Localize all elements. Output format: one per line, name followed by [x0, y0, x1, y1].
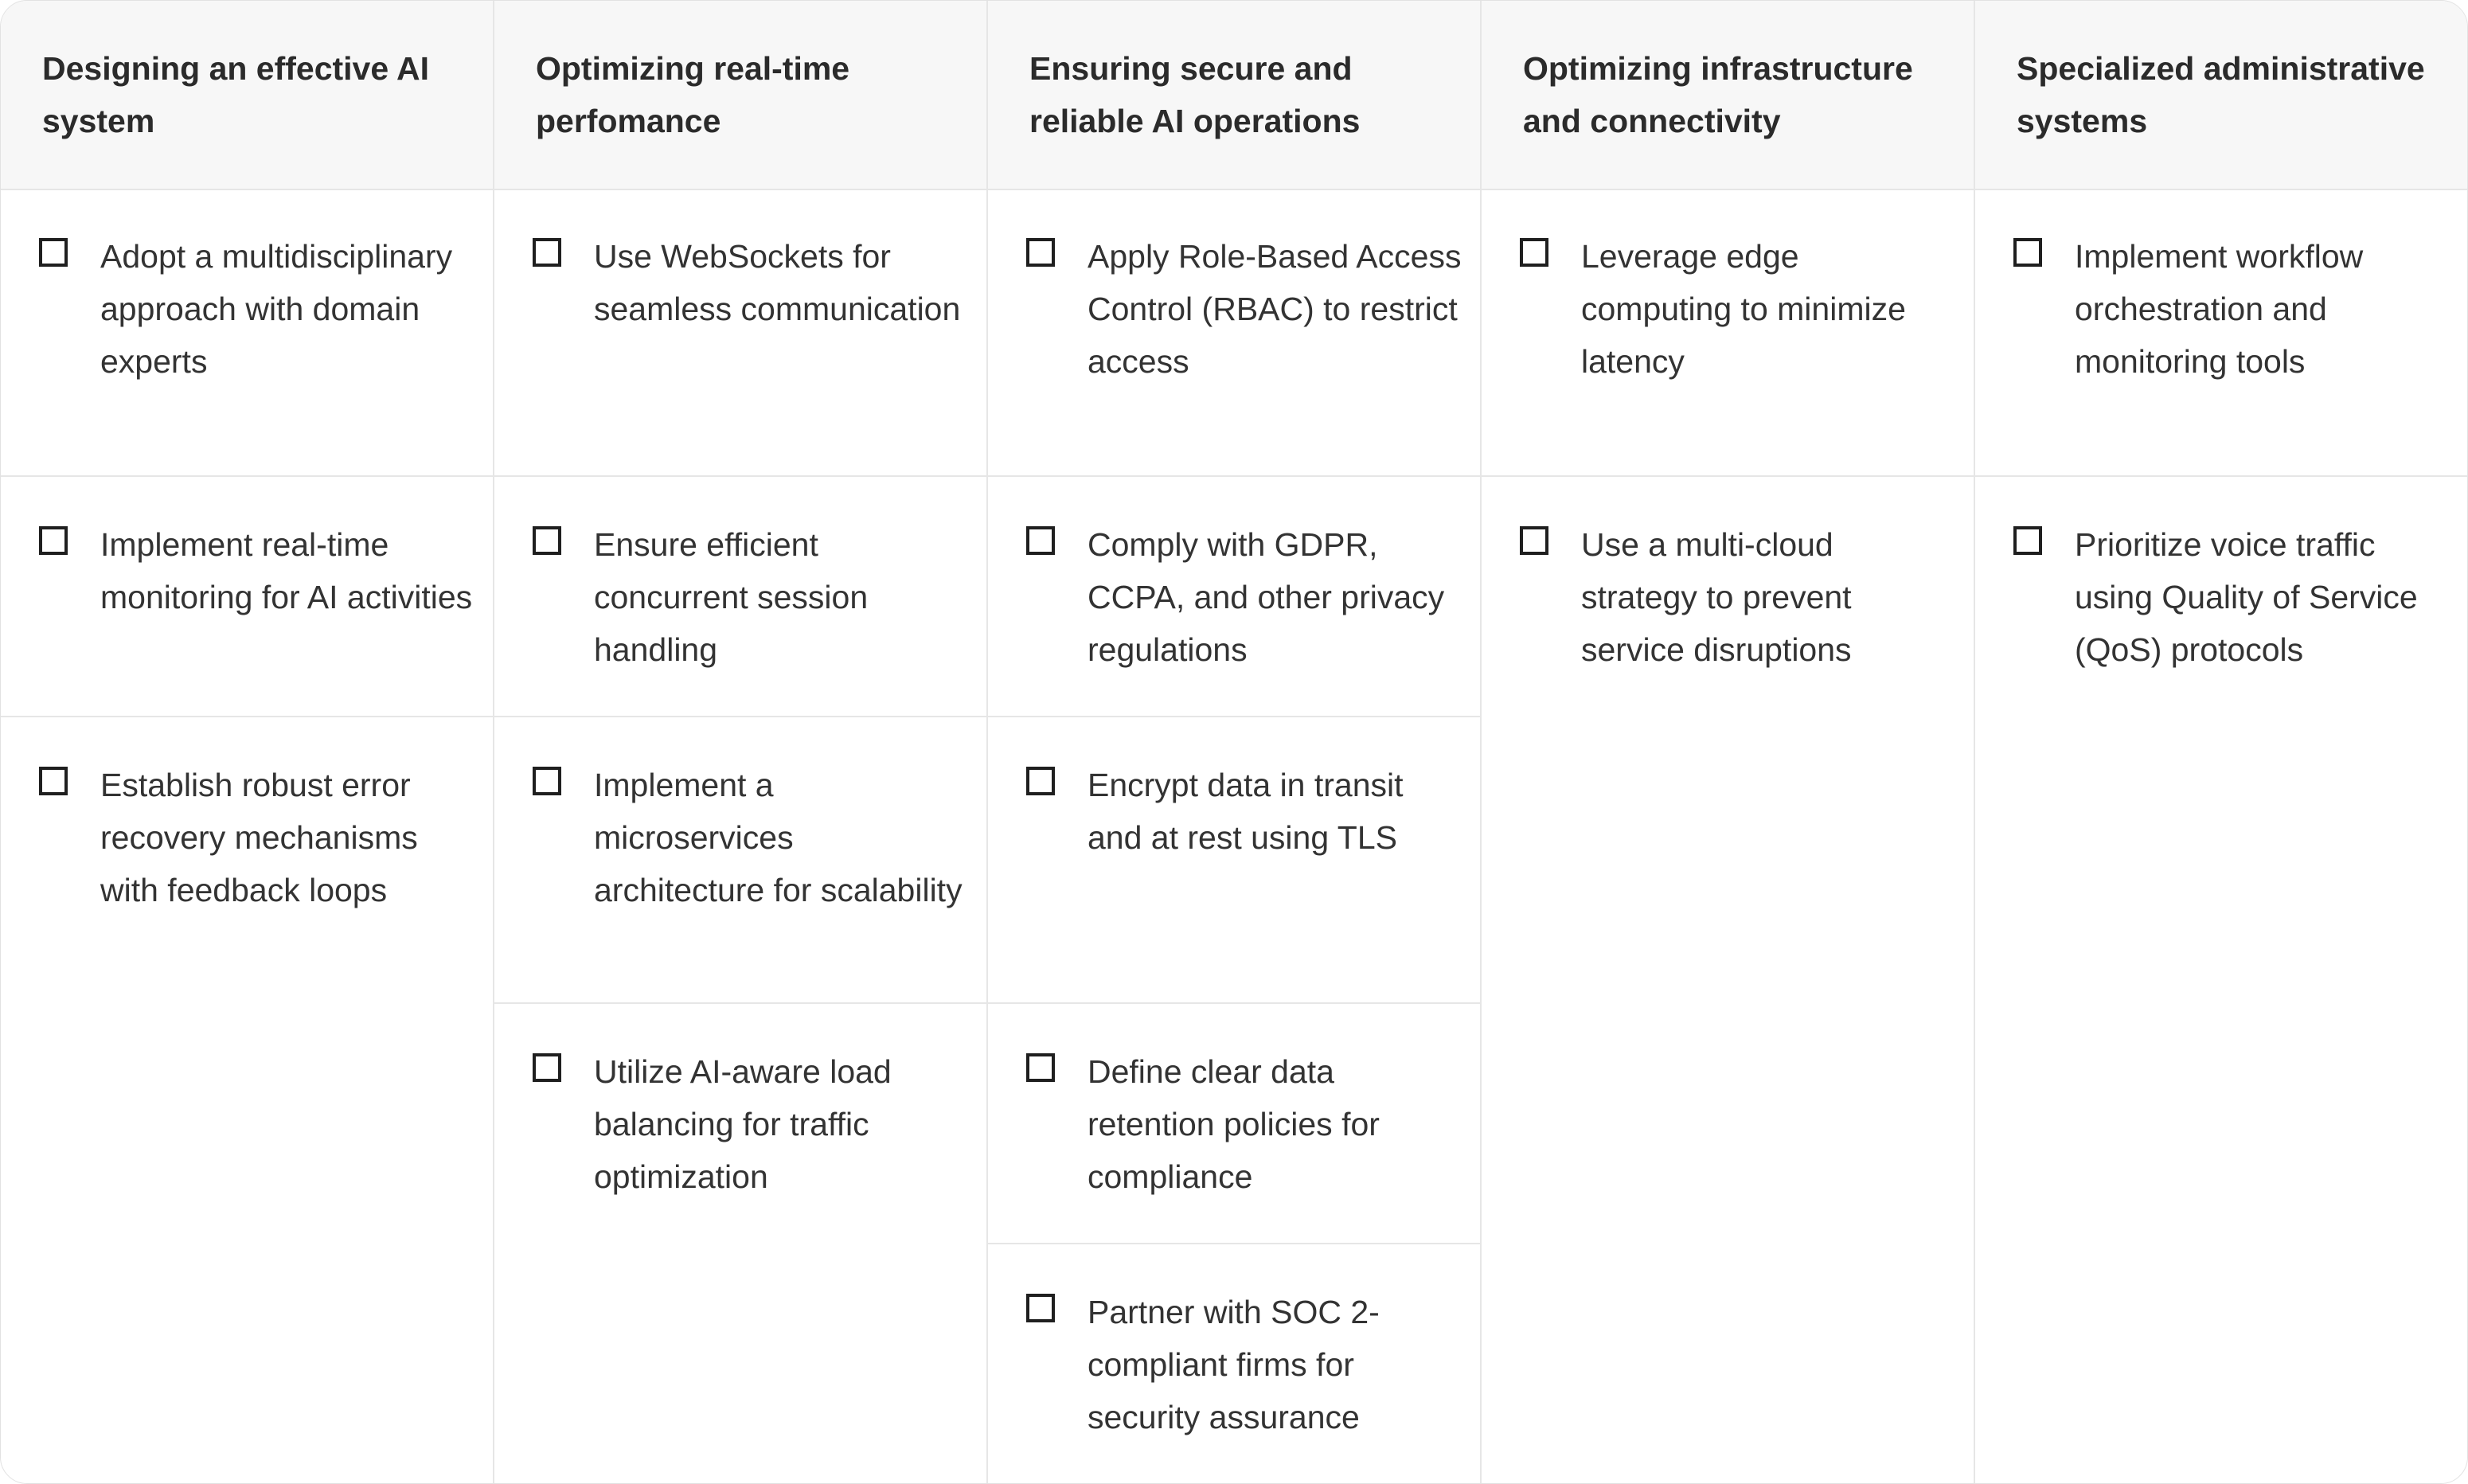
checklist-item — [988, 190, 1480, 477]
column-administrative-systems — [1975, 1, 2468, 1484]
checklist-item — [1, 717, 493, 956]
column-title: Ensuring secure and reliable AI operations — [1029, 50, 1361, 139]
checkbox[interactable] — [1026, 1294, 1055, 1322]
item-label: Ensure efficient concurrent session handling — [594, 526, 869, 668]
checklist-item — [1975, 190, 2468, 477]
item-label: Leverage edge computing to minimize latency — [1581, 238, 1906, 380]
checklist-item — [494, 477, 986, 717]
item-label: Implement a microservices architecture for scalability — [594, 767, 963, 908]
checklist-item — [988, 717, 1480, 1004]
checklist-item — [988, 1244, 1480, 1484]
checkbox[interactable] — [1026, 238, 1055, 267]
checkbox[interactable] — [533, 238, 561, 267]
item-label: Use a multi-cloud strategy to prevent service disruptions — [1581, 526, 1852, 668]
checklist-item — [988, 1004, 1480, 1244]
checklist-item — [494, 717, 986, 1004]
column-secure-ai-operations — [988, 1, 1482, 1484]
column-title: Specialized administrative systems — [2017, 50, 2425, 139]
checkbox[interactable] — [39, 767, 68, 795]
checklist-item — [1975, 477, 2468, 717]
checkbox[interactable] — [39, 526, 68, 555]
item-label: Encrypt data in transit and at rest using TLS — [1088, 767, 1404, 856]
column-title: Designing an effective AI system — [42, 50, 430, 139]
column-title: Optimizing real-time perfomance — [536, 50, 850, 139]
checkbox[interactable] — [2013, 238, 2042, 267]
checkbox[interactable] — [1026, 526, 1055, 555]
checkbox[interactable] — [533, 526, 561, 555]
item-label: Implement workflow orchestration and monitoring tools — [2075, 238, 2364, 380]
item-label: Adopt a multidisciplinary approach with domain experts — [100, 238, 453, 380]
checklist-item — [1, 190, 493, 477]
item-label: Implement real-time monitoring for AI activities — [100, 526, 473, 615]
item-label: Apply Role-Based Access Control (RBAC) to restrict access — [1088, 238, 1462, 380]
checkbox[interactable] — [39, 238, 68, 267]
column-title: Optimizing infrastructure and connectivity — [1523, 50, 1913, 139]
item-label: Use WebSockets for seamless communication — [594, 238, 961, 327]
column-ai-system-design — [1, 1, 494, 1484]
checklist-item — [1, 477, 493, 717]
item-label: Establish robust error recovery mechanisms with feedback loops — [100, 767, 418, 908]
item-label: Define clear data retention policies for compliance — [1088, 1053, 1380, 1195]
item-label: Partner with SOC 2-compliant firms for security assurance — [1088, 1294, 1380, 1435]
checkbox[interactable] — [533, 767, 561, 795]
checkbox[interactable] — [1026, 1053, 1055, 1082]
checkbox[interactable] — [1520, 238, 1548, 267]
item-label: Utilize AI-aware load balancing for traffic optimization — [594, 1053, 892, 1195]
checkbox[interactable] — [1026, 767, 1055, 795]
checklist-item — [1482, 477, 1974, 717]
column-real-time-performance — [494, 1, 988, 1484]
checklist-item — [988, 477, 1480, 717]
checkbox[interactable] — [2013, 526, 2042, 555]
item-label: Comply with GDPR, CCPA, and other privacy regulations — [1088, 526, 1445, 668]
item-label: Prioritize voice traffic using Quality of Service (QoS) protocols — [2075, 526, 2418, 668]
checklist-item — [494, 190, 986, 477]
checklist-item — [494, 1004, 986, 1243]
checkbox[interactable] — [1520, 526, 1548, 555]
checkbox[interactable] — [533, 1053, 561, 1082]
column-infrastructure-connectivity — [1482, 1, 1975, 1484]
checklist-item — [1482, 190, 1974, 477]
